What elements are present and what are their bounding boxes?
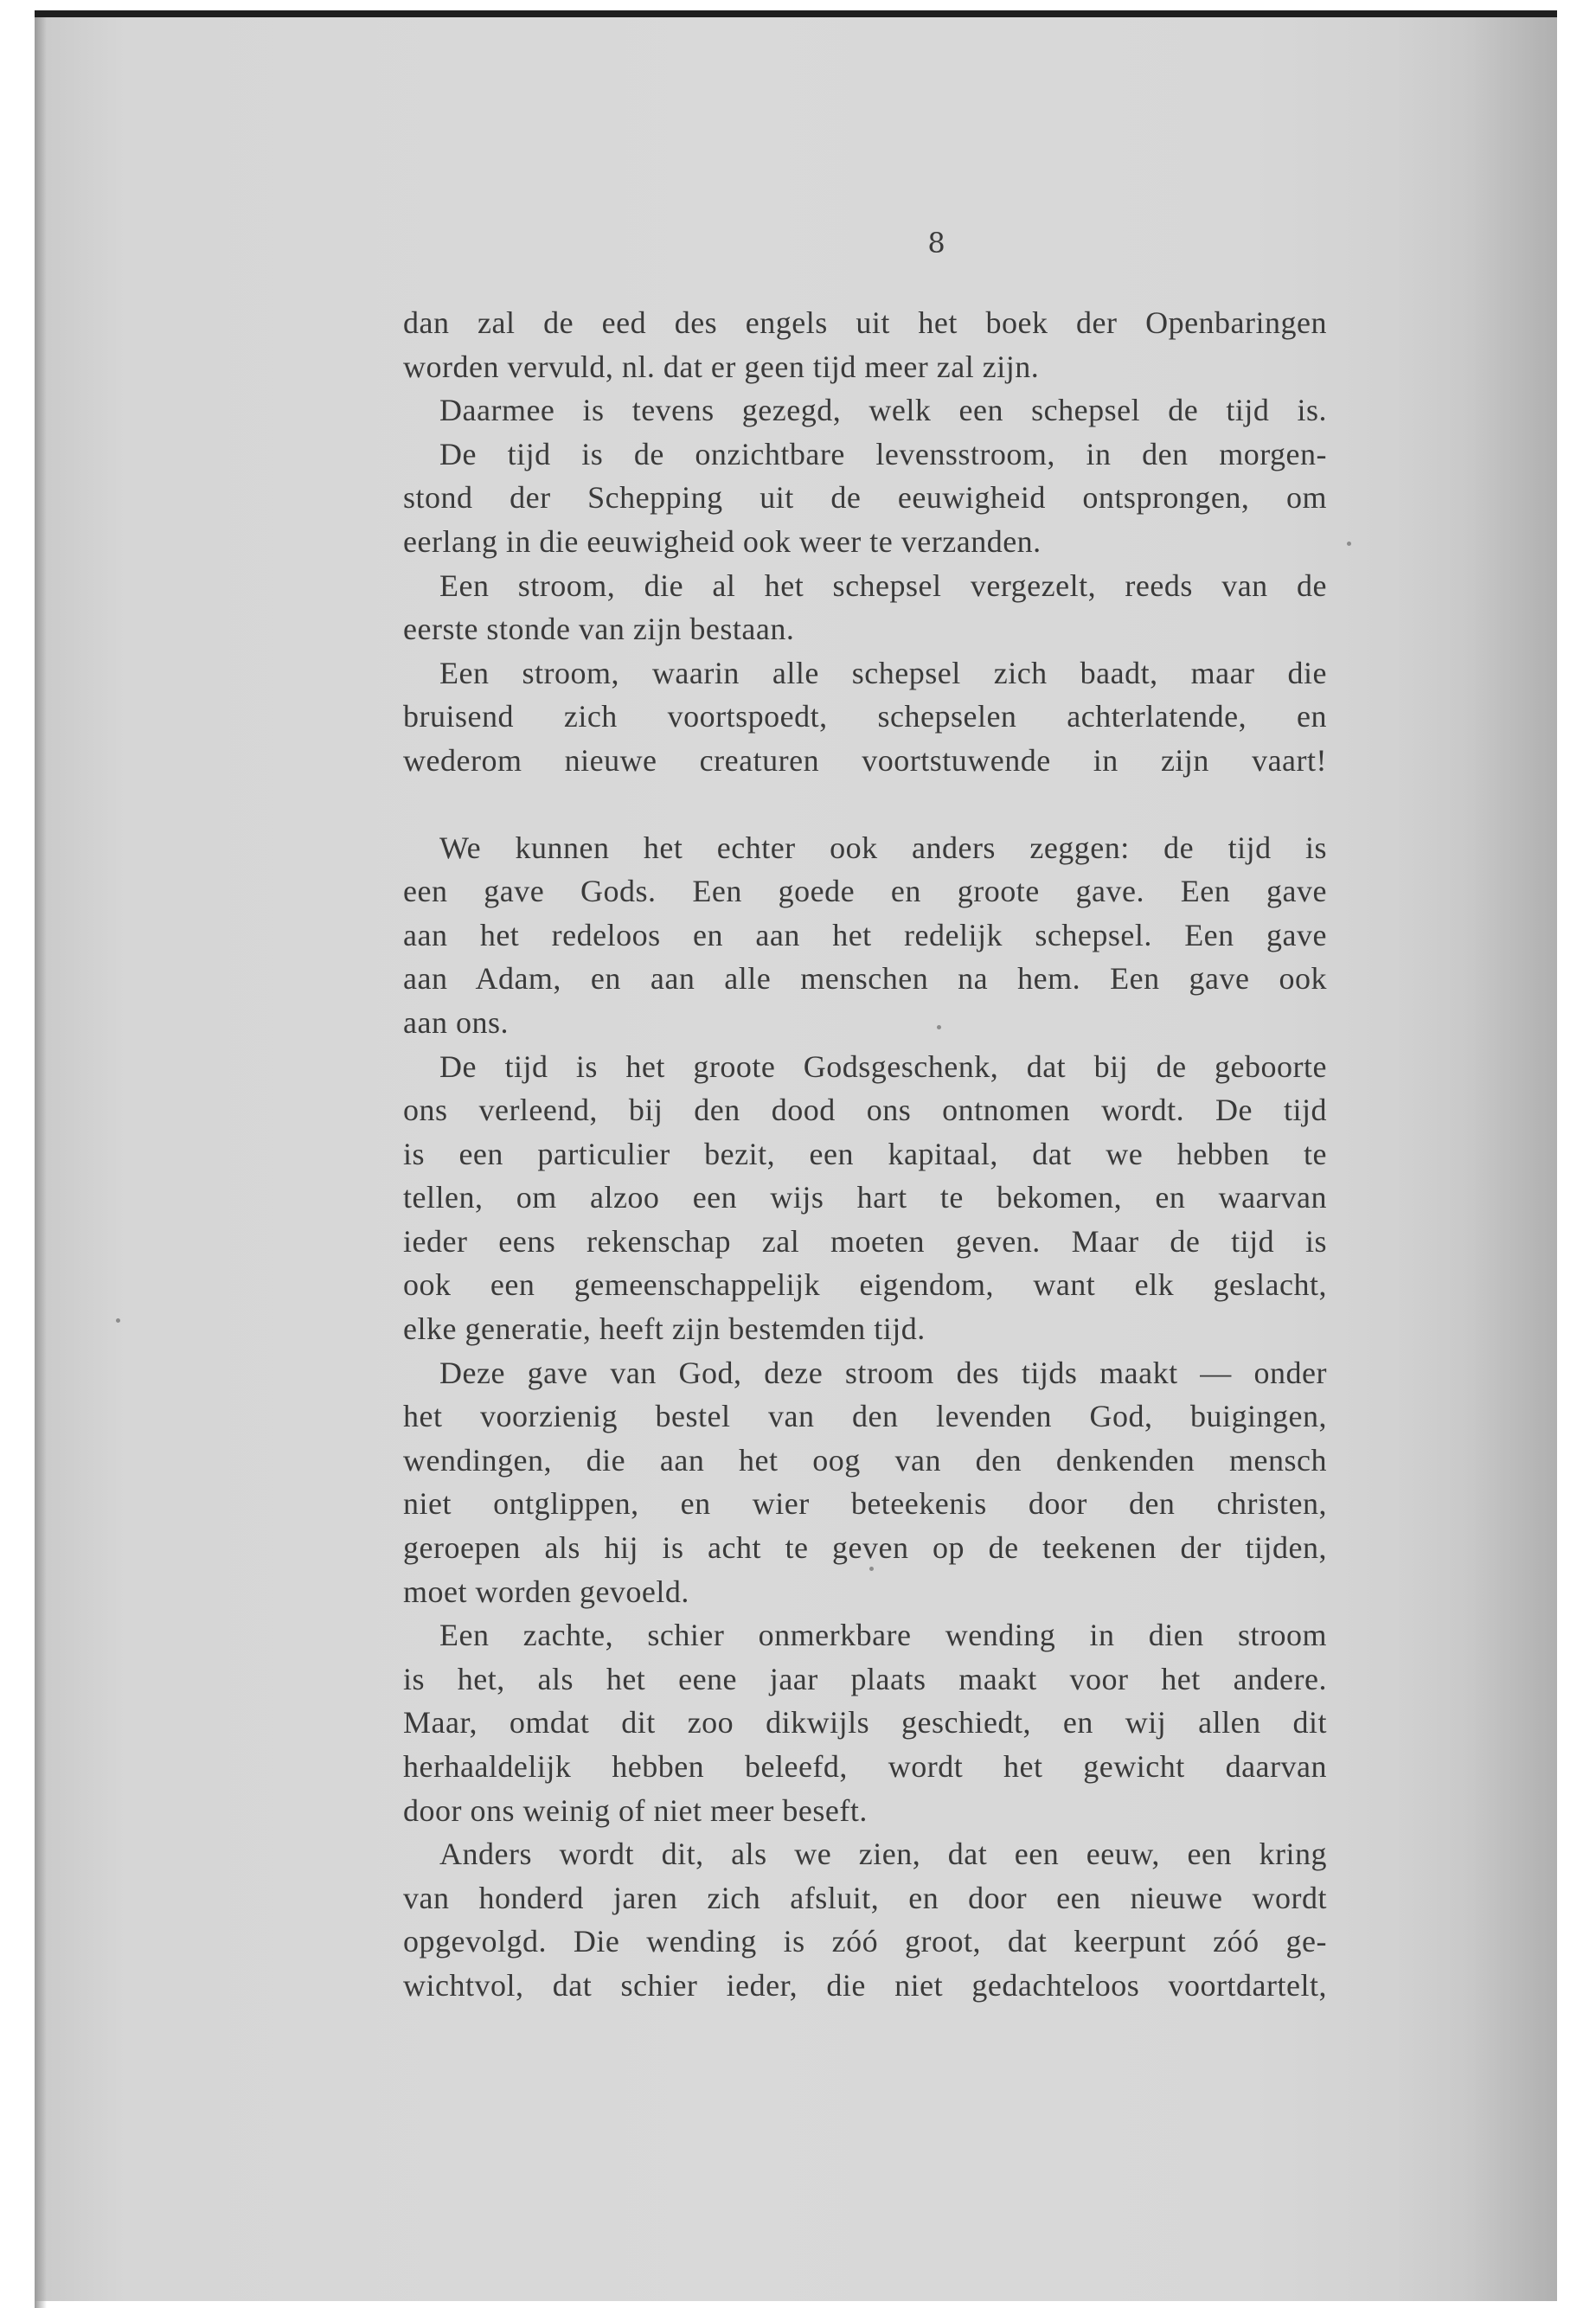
text-line: Een stroom, waarin alle schepsel zich baadt, maar die bbox=[439, 655, 1327, 690]
text-line: wendingen, die aan het oog van den denkenden mensch bbox=[403, 1442, 1327, 1478]
text-line: is het, als het eene jaar plaats maakt voor het andere. bbox=[403, 1661, 1327, 1696]
text-line: aan Adam, en aan alle menschen na hem. Een gave ook bbox=[403, 961, 1327, 997]
text-line: bruisend zich voortspoedt, schepselen achterlatende, en bbox=[403, 699, 1327, 734]
text-line: De tijd is de onzichtbare levensstroom, in den morgen- bbox=[439, 436, 1327, 471]
text-line: Maar, omdat dit zoo dikwijls geschiedt, en wij allen dit bbox=[403, 1705, 1327, 1741]
text-line: moet worden gevoeld. bbox=[403, 1574, 689, 1609]
text-line: dan zal de eed des engels uit het boek der Openbaringen bbox=[403, 305, 1327, 340]
text-line: ons verleend, bij den dood ons ontnomen wordt. De tijd bbox=[403, 1093, 1327, 1128]
page-number: 8 bbox=[927, 227, 945, 260]
text-line: Deze gave van God, deze stroom des tijds maakt — onder bbox=[439, 1355, 1327, 1390]
text-line: het voorzienig bestel van den levenden God, buigingen, bbox=[403, 1399, 1327, 1434]
text-line: Anders wordt dit, als we zien, dat een eeuw, een kring bbox=[439, 1837, 1327, 1872]
text-line: We kunnen het echter ook anders zeggen: de tijd is bbox=[439, 830, 1327, 865]
text-line: aan het redeloos en aan het redelijk schepsel. Een gave bbox=[403, 917, 1327, 952]
text-line: is een particulier bezit, een kapitaal, dat we hebben te bbox=[403, 1136, 1327, 1171]
binding-shadow bbox=[35, 17, 47, 2308]
text-line: worden vervuld, nl. dat er geen tijd meer zal zijn. bbox=[403, 349, 1040, 384]
text-line: herhaaldelijk hebben beleefd, wordt het gewicht daarvan bbox=[403, 1749, 1327, 1784]
text-line: Een stroom, die al het schepsel vergezelt, reeds van de bbox=[439, 567, 1327, 603]
text-line: een gave Gods. Een goede en groote gave. Een gave bbox=[403, 874, 1327, 909]
text-line: wichtvol, dat schier ieder, die niet gedachteloos voortdartelt, bbox=[403, 1967, 1327, 2003]
text-line: Daarmee is tevens gezegd, welk een schepsel de tijd is. bbox=[439, 393, 1327, 428]
text-line: tellen, om alzoo een wijs hart te bekomen, en waarvan bbox=[403, 1180, 1327, 1215]
page-edge-shadow bbox=[1393, 17, 1557, 2301]
text-line: Een zachte, schier onmerkbare wending in dien stroom bbox=[439, 1618, 1327, 1653]
text-line: De tijd is het groote Godsgeschenk, dat bij de geboorte bbox=[439, 1048, 1327, 1084]
text-line: eerste stonde van zijn bestaan. bbox=[403, 612, 795, 647]
text-line: door ons weinig of niet meer beseft. bbox=[403, 1792, 868, 1828]
text-line: wederom nieuwe creaturen voortstuwende in zijn vaart! bbox=[403, 742, 1327, 778]
text-line: eerlang in die eeuwigheid ook weer te verzanden. bbox=[403, 523, 1042, 559]
text-line: van honderd jaren zich afsluit, en door een nieuwe wordt bbox=[403, 1880, 1327, 1915]
text-line: stond der Schepping uit de eeuwigheid ontsprongen, om bbox=[403, 480, 1327, 516]
text-line: ieder eens rekenschap zal moeten geven. Maar de tijd is bbox=[403, 1223, 1327, 1259]
body-text bbox=[403, 301, 1327, 2008]
text-line: ook een gemeenschappelijk eigendom, want elk geslacht, bbox=[403, 1267, 1327, 1303]
text-line: aan ons. bbox=[403, 1004, 509, 1040]
paragraph-gap bbox=[403, 783, 1327, 826]
text-line: opgevolgd. Die wending is zóó groot, dat keerpunt zóó ge- bbox=[403, 1924, 1327, 1959]
text-line: elke generatie, heeft zijn bestemden tijd. bbox=[403, 1311, 926, 1347]
text-line: niet ontglippen, en wier beteekenis door den christen, bbox=[403, 1486, 1327, 1522]
text-line: geroepen als hij is acht te geven op de teekenen der tijden, bbox=[403, 1530, 1327, 1566]
